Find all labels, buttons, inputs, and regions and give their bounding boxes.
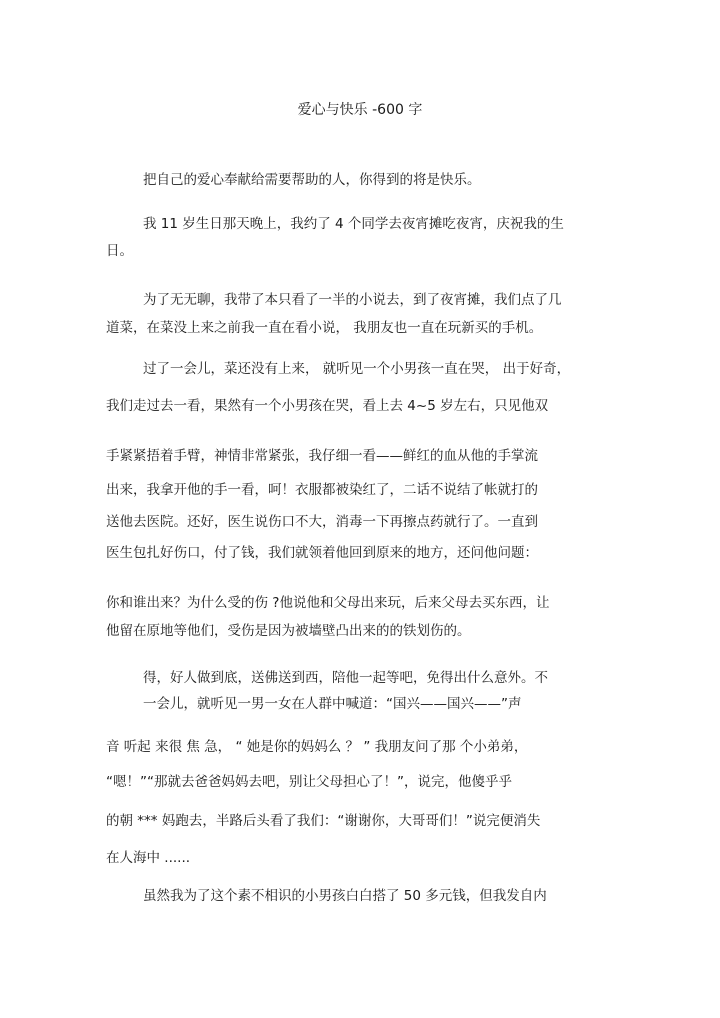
document-title: 爱心与快乐 -600 字 xyxy=(297,102,423,118)
paragraph-line: 得，好人做到底，送佛送到西，陪他一起等吧，免得出什么意外。不 xyxy=(143,670,548,686)
paragraph-line: 你和谁出来？为什么受的伤 ?他说他和父母出来玩，后来父母去买东西，让 xyxy=(106,595,550,611)
paragraph-line: 一会儿，就听见一男一女在人群中喊道：“国兴——国兴——”声 xyxy=(143,696,522,712)
paragraph-line: 过了一会儿，菜还没有上来， 就听见一个小男孩一直在哭， 出于好奇， xyxy=(143,361,571,377)
paragraph-line: 音 听起 来很 焦 急， “ 她是你的妈妈么 ？ ” 我朋友问了那 个小弟弟， xyxy=(106,739,528,755)
paragraph-line: “嗯！”“那就去爸爸妈妈去吧，别让父母担心了！”，说完，他傻乎乎 xyxy=(106,774,512,790)
paragraph-line: 道菜，在菜没上来之前我一直在看小说， 我朋友也一直在玩新买的手机。 xyxy=(106,320,543,336)
paragraph-line: 我们走过去一看，果然有一个小男孩在哭，看上去 4~5 岁左右，只见他双 xyxy=(106,398,549,414)
paragraph-line: 他留在原地等他们，受伤是因为被墙壁凸出来的的铁划伤的。 xyxy=(106,623,471,639)
paragraph-line: 把自己的爱心奉献给需要帮助的人，你得到的将是快乐。 xyxy=(143,172,481,188)
paragraph-line: 日。 xyxy=(106,243,133,259)
paragraph-line: 手紧紧捂着手臂，神情非常紧张，我仔细一看——鲜红的血从他的手掌流 xyxy=(106,448,538,464)
paragraph-line: 我 11 岁生日那天晚上，我约了 4 个同学去夜宵摊吃夜宵，庆祝我的生 xyxy=(143,216,564,232)
paragraph-line: 在人海中 ...... xyxy=(106,850,191,866)
paragraph-line: 送他去医院。还好，医生说伤口不大，消毒一下再擦点药就行了。一直到 xyxy=(106,514,538,530)
paragraph-line: 出来，我拿开他的手一看，呵！衣服都被染红了，二话不说结了帐就打的 xyxy=(106,482,538,498)
paragraph-line: 虽然我为了这个素不相识的小男孩白白搭了 50 多元钱，但我发自内 xyxy=(143,888,547,904)
paragraph-line: 医生包扎好伤口，付了钱，我们就领着他回到原来的地方，还问他问题： xyxy=(106,545,538,561)
paragraph-line: 的朝 *** 妈跑去，半路后头看了我们：“谢谢你，大哥哥们！”说完便消失 xyxy=(106,813,541,829)
paragraph-line: 为了无无聊，我带了本只看了一半的小说去，到了夜宵摊，我们点了几 xyxy=(143,292,562,308)
